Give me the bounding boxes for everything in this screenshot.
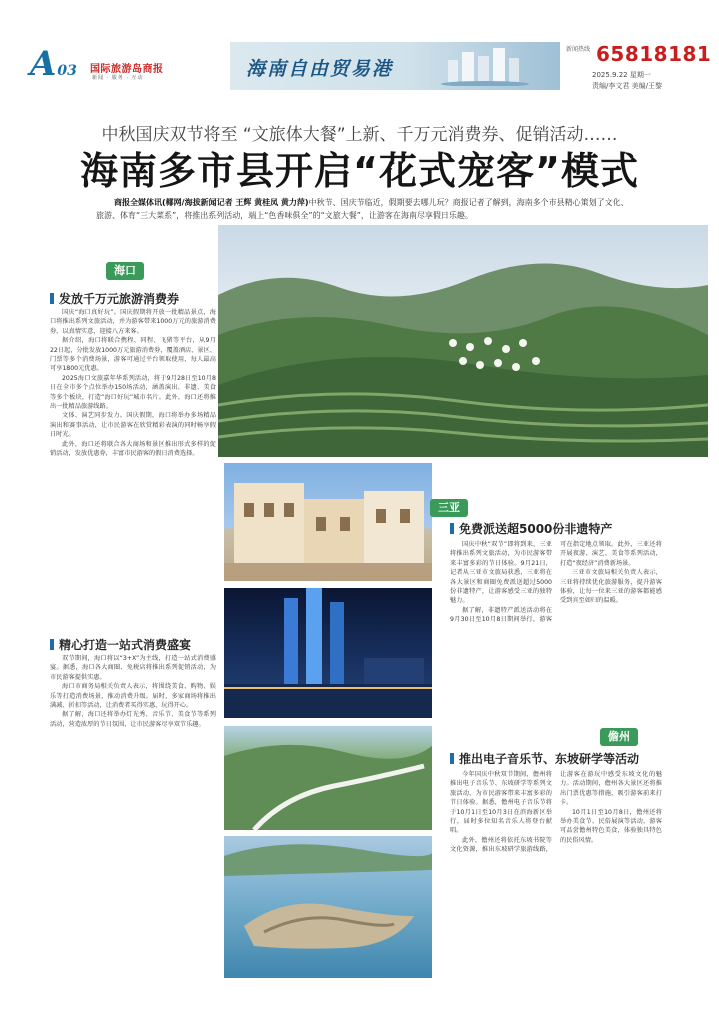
paragraph: 国庆“海口真好玩”。国庆假期将开放一批精品景点，海口将推出系列文旅活动，并为游客带来1000万元的旅游消费券，以真情实意，迎接八方来客。	[50, 309, 216, 335]
landscape-illustration	[218, 225, 708, 457]
paragraph: 今年国庆中秋双节期间，儋州将推出电子音乐节、东坡研学等系列文旅活动，为市民游客带来丰富多彩的节日体验。据悉，儋州电子音乐节将于10月1日至10月3日在滨海新区举行，届时多位知名音乐人将登台献唱。	[450, 771, 552, 835]
section-name: 国际旅游岛商报	[90, 64, 164, 75]
tag-haikou: 海口	[106, 262, 144, 280]
paragraph: 据介绍，海口将联合携程、同程、飞猪等平台，从9月22日起，分批发放1000万元旅游消费券，覆盖酒店、景区、门票等多个消费场景，游客可通过平台领取使用，每人最高可享1800元优惠。	[50, 337, 216, 373]
paragraph: 国庆中秋“双节”即将到来，三亚将推出系列文旅活动，为市民游客带来丰富多彩的节日体验。9月21日，记者从三亚市文旅局获悉，三亚将在各大景区和商圈免费派送超过5000份非遗特产，让游客感受三亚的独特魅力。	[450, 541, 552, 605]
section-head-haikou-shopping: 精心打造一站式消费盛宴	[50, 636, 191, 653]
paragraph: 海口市商务局相关负责人表示，将围绕美食、购物、娱乐等打造消费场景，推动消费升级。届时，多家商场将推出满减、折扣等活动，让消费者买得实惠、玩得开心。	[50, 683, 216, 710]
tag-danzhou: 儋州	[600, 728, 638, 746]
lead-paragraph	[96, 196, 636, 222]
banner-title: 海南自由贸易港	[246, 58, 394, 80]
lead-body: 中秋节、国庆节临近，假期要去哪儿玩？商报记者了解到，海南多个市县精心策划了文化、旅游、体育“三大菜系”，将推出系列活动，端上“色香味俱全”的“文旅大餐”，让游客在海南尽享假日乐趣。	[96, 198, 629, 220]
hero-photo-tea-plantation	[218, 225, 708, 457]
hotline-number: 65818181	[596, 42, 712, 66]
article-sanya	[450, 540, 662, 706]
section-subtitle: 新闻 · 服务 · 互动	[92, 75, 144, 81]
article-haikou-shopping	[50, 654, 216, 994]
section-head-haikou-vouchers: 发放千万元旅游消费券	[50, 290, 179, 307]
banner	[230, 42, 560, 90]
paragraph: 此外，儋州还将依托东坡书院等文化资源，推出东坡研学旅游线路，让游客在游玩中感受东坡文化的魅力。活动期间，儋州各大景区还将推出门票优惠等措施，吸引游客前来打卡。	[450, 771, 662, 854]
photo-coastal-peninsula	[224, 836, 432, 978]
paragraph: 2025海口文旅嘉年华系列活动，将于9月28日至10月8日在全市多个点位举办150场活动，涵盖演出、非遗、美食等多个板块，打造“海口好玩”城市名片。此外，海口还将推出一批精品旅游线路。	[50, 374, 216, 411]
masthead	[0, 0, 719, 98]
paragraph: 此外，海口还将联合各大商场和景区推出形式多样的促销活动，发放优惠券，丰富市民游客的假日消费选择。	[50, 440, 216, 458]
paragraph: 三亚市文旅局相关负责人表示，三亚将持续优化旅游服务，提升游客体验，让每一位来三亚的游客都能感受到宾至如归的温暖。	[560, 569, 662, 605]
paragraph: 10月1日至10月8日，儋州还将举办美食节、民俗展演等活动，游客可品尝儋州特色美食，体验独具特色的民俗风情。	[560, 808, 662, 844]
paragraph: 据了解，海口还将举办灯光秀、音乐节、美食节等系列活动，营造浓厚的节日氛围，让市民游客尽享双节乐趣。	[50, 711, 216, 728]
article-haikou-vouchers	[50, 308, 216, 630]
page-letter: A	[30, 44, 57, 84]
skyline-icon	[440, 46, 530, 86]
section-head-danzhou: 推出电子音乐节、东坡研学等活动	[450, 750, 639, 767]
peninsula-illustration	[224, 836, 432, 978]
article-danzhou	[450, 770, 662, 994]
kicker-headline: 中秋国庆双节将至 “文旅体大餐”上新、千万元消费券、促销活动……	[101, 125, 618, 145]
tag-sanya: 三亚	[430, 499, 468, 517]
editors-credit: 责编/李文君 美编/王黎	[592, 82, 662, 90]
photo-night-skyline	[224, 588, 432, 718]
paragraph: 双节期间，海口将以“3+X”为主线，打造一站式消费盛宴。据悉，海口各大商圈、免税店将推出系列促销活动，为市民游客提供实惠。	[50, 655, 216, 681]
paragraph: 据了解，非遗特产派送活动将在9月30日至10月8日期间举行，游客可在指定地点领取。此外，三亚还将开展夜游、演艺、美食等系列活动，打造“夜经济”消费新场景。	[450, 541, 662, 624]
arcade-buildings-illustration	[224, 463, 432, 581]
paragraph: 文体、演艺同步发力。国庆假期，海口将举办多场精品演出和赛事活动，让市民游客在欣赏精彩表演的同时畅享假日时光。	[50, 412, 216, 439]
page-bottom	[0, 1018, 719, 1024]
photo-mountain-walkway	[224, 726, 432, 830]
walkway-illustration	[224, 726, 432, 830]
issue-date: 2025.9.22 星期一	[592, 71, 651, 79]
page-digits: 03	[57, 63, 77, 79]
page-number	[30, 44, 77, 84]
hotline-label: 新闻热线	[566, 46, 591, 53]
main-headline: 海南多市县开启“花式宠客”模式	[80, 149, 639, 193]
section-head-sanya: 免费派送超5000份非遗特产	[450, 520, 612, 537]
photo-arcade-street	[224, 463, 432, 581]
night-towers-illustration	[224, 588, 432, 718]
byline: 商报全媒体讯(椰网/海拔新闻记者 王辉 黄桂凤 黄力萍)	[114, 198, 309, 207]
